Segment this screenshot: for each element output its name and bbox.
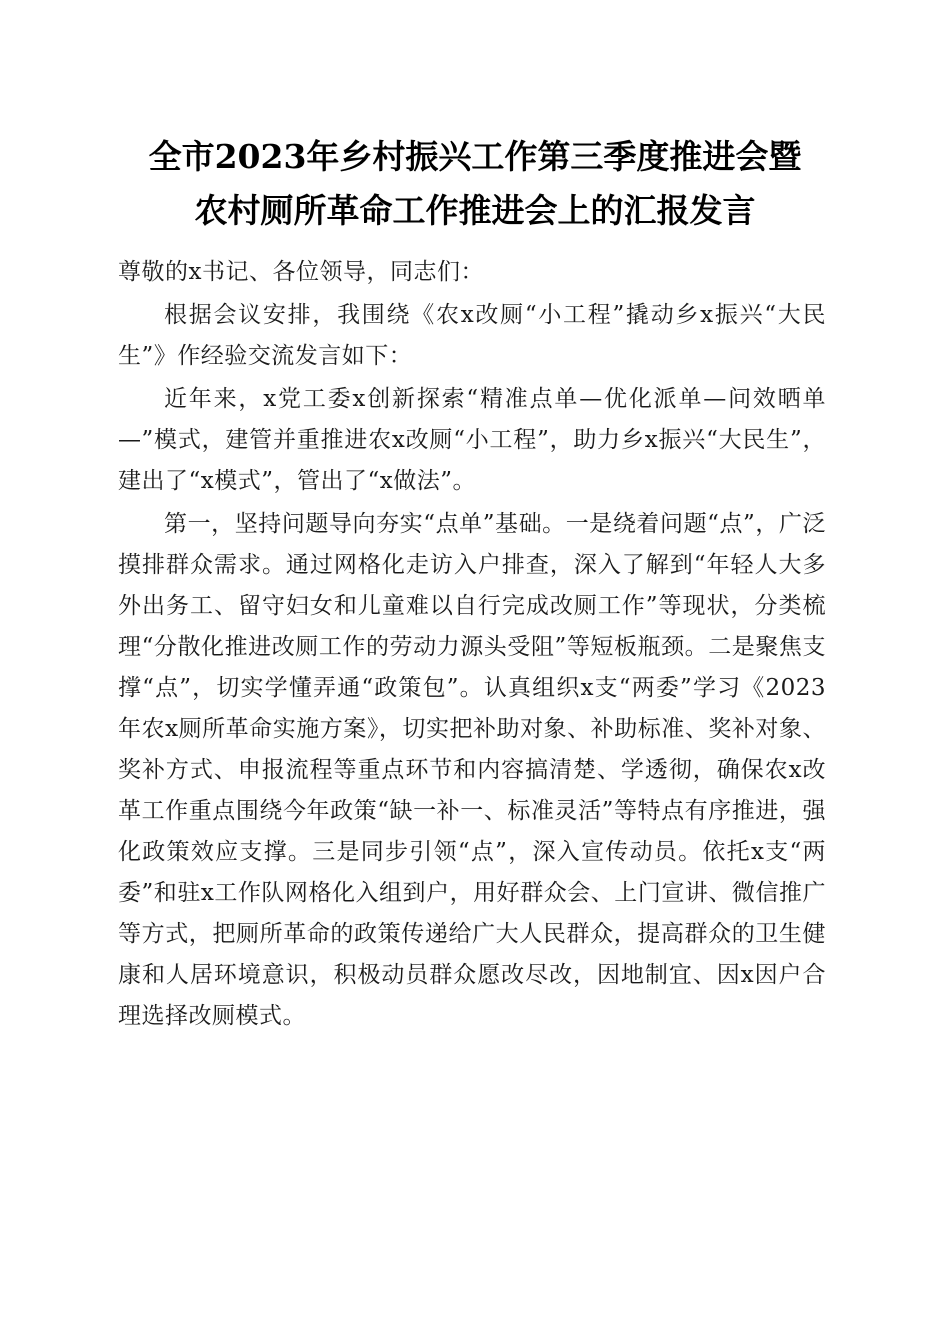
document-title: [60, 130, 890, 238]
title-line-2: 农村厕所革命工作推进会上的汇报发言: [194, 191, 756, 230]
paragraph-intro: 根据会议安排，我围绕《农x改厕“小工程”撬动乡x振兴“大民生”》作经验交流发言如下：: [118, 302, 826, 369]
paragraph-section-one: 第一，坚持问题导向夯实“点单”基础。一是绕着问题“点”，广泛摸排群众需求。通过网格化走访入户排查，深入了解到“年轻人大多外出务工、留守妇女和儿童难以自行完成改厕工作”等现状，分类梳理“分散化推进改厕工作的劳动力源头受阻”等短板瓶颈。二是聚焦支撑“点”，切实学懂弄通“政策包”。认真组织x支“两委”学习《2023年农x厕所革命实施方案》，切实把补助对象、补助标准、奖补对象、奖补方式、申报流程等重点环节和内容搞清楚、学透彻，确保农x改革工作重点围绕今年政策“缺一补一、标准灵活”等特点有序推进，强化政策效应支撑。三是同步引领“点”，深入宣传动员。依托x支“两委”和驻x工作队网格化入组到户，用好群众会、上门宣讲、微信推广等方式，把厕所革命的政策传递给广大人民群众，提高群众的卫生健康和人居环境意识，积极动员群众愿改尽改，因地制宜、因x因户合理选择改厕模式。: [118, 511, 826, 1029]
salutation: 尊敬的x书记、各位领导，同志们：: [118, 259, 484, 285]
paragraph-overview: 近年来，x党工委x创新探索“精准点单—优化派单—问效晒单—”模式，建管并重推进农x改厕“小工程”，助力乡x振兴“大民生”，建出了“x模式”，管出了“x做法”。: [118, 386, 826, 494]
document-body: [118, 252, 826, 1037]
title-line-1: 全市2023年乡村振兴工作第三季度推进会暨: [148, 137, 802, 176]
